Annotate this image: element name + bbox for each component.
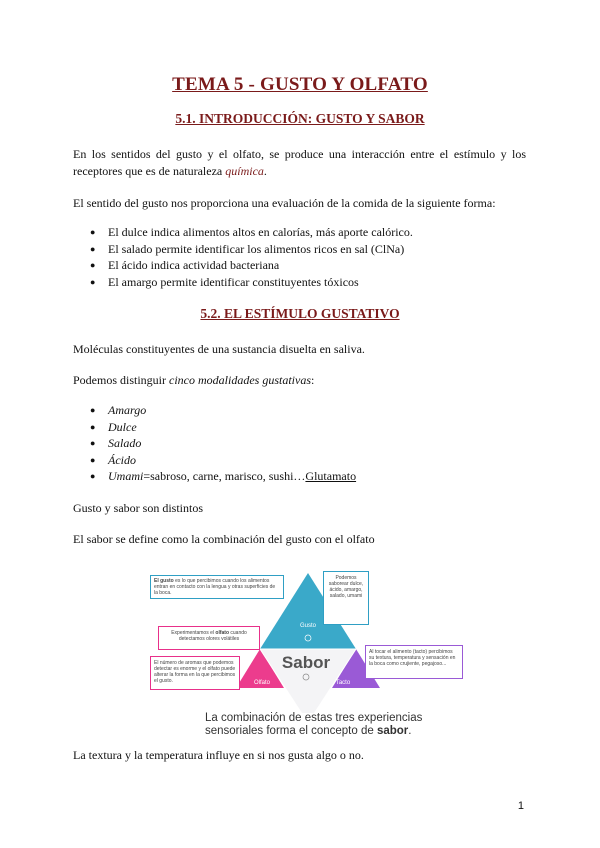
- list-item: ● El ácido indica actividad bacteriana: [90, 257, 413, 274]
- paragraph-intro-text: En los sentidos del gusto y el olfato, se produce una interacción entre el estímulo y los receptores que es de naturaleza: [73, 147, 526, 178]
- note-gusto-text: es lo que percibimos cuando los alimentos entran en contacto con la lengua y otras superficies de la boca.: [154, 578, 276, 596]
- section-heading-estimulo: 5.2. EL ESTÍMULO GUSTATIVO: [200, 306, 400, 321]
- page-number: 1: [517, 800, 524, 812]
- olfato-label: Olfato: [253, 680, 271, 686]
- sabor-figure: [140, 563, 470, 743]
- list-item: ● Salado: [90, 435, 356, 452]
- figure-caption: [205, 712, 455, 738]
- list-modalidades: [90, 402, 356, 485]
- note-olfato-aromas: El número de aromas que podemos detectar es enorme y el olfato puede alterar la forma en la que percibimos el gusto.: [150, 656, 240, 690]
- figure-caption-end: .: [408, 725, 412, 737]
- list-item: ● Amargo: [90, 402, 356, 419]
- sabor-center-label: Sabor: [281, 653, 331, 672]
- tacto-icon: [340, 694, 346, 700]
- list-item-umami: [90, 468, 356, 485]
- note-tipos-sabor: Podemos saborear dulce, ácido, amargo, salado, umami: [323, 571, 369, 625]
- list-evaluacion: [90, 224, 413, 290]
- paragraph-modalidades-text: Podemos distinguir: [73, 373, 170, 387]
- paragraph-modalidades-end: :: [311, 373, 315, 387]
- term-quimica: química: [225, 164, 264, 178]
- figure-caption-text: La combinación de estas tres experiencias sensoriales forma el concepto de: [205, 712, 423, 737]
- term-modalidades: cinco modalidades gustativas: [169, 373, 311, 387]
- note-gusto-term: El gusto: [154, 578, 174, 584]
- section-heading-introduccion: 5.1. INTRODUCCIÓN: GUSTO Y SABOR: [175, 111, 425, 126]
- paragraph-sabor-definicion: El sabor se define como la combinación del gusto con el olfato: [73, 532, 375, 546]
- page-title: TEMA 5 - GUSTO Y OLFATO: [172, 74, 428, 95]
- glutamato-link[interactable]: Glutamato: [305, 469, 357, 483]
- note-olfato-text-c: cuando detectamos olores volátiles: [178, 630, 247, 642]
- list-item: ● Dulce: [90, 419, 356, 436]
- note-olfato-term: olfato: [215, 630, 229, 636]
- note-olfato: [158, 626, 260, 650]
- paragraph-intro: [73, 146, 526, 180]
- figure-caption-term: sabor: [376, 725, 409, 737]
- note-tacto: Al tocar el alimento (tacto) percibimos su textura, temperatura y sensación en la boca como crujiente, pegajoso...: [365, 645, 463, 679]
- note-olfato-text-a: Experimentamos el: [171, 630, 216, 636]
- paragraph-textura: La textura y la temperatura influye en si nos gusta algo o no.: [73, 748, 364, 762]
- paragraph-modalidades: [73, 372, 526, 389]
- list-item: ● Ácido: [90, 452, 356, 469]
- list-item: ● El salado permite identificar los alimentos ricos en sal (ClNa): [90, 241, 413, 258]
- olfato-icon: [259, 694, 265, 700]
- umami-description: =sabroso, carne, marisco, sushi…: [143, 469, 306, 483]
- list-item: ● El amargo permite identificar constituyentes tóxicos: [90, 274, 413, 291]
- list-item: ● El dulce indica alimentos altos en calorías, más aporte calórico.: [90, 224, 413, 241]
- gusto-label: Gusto: [299, 623, 317, 629]
- paragraph-gusto-sabor: Gusto y sabor son distintos: [73, 501, 204, 515]
- paragraph-moleculas: Moléculas constituyentes de una sustancia disuelta en saliva.: [73, 342, 365, 356]
- paragraph-evaluacion: El sentido del gusto nos proporciona una evaluación de la comida de la siguiente forma:: [73, 196, 496, 210]
- note-gusto: [150, 575, 284, 599]
- tacto-label: Tacto: [335, 680, 351, 686]
- paragraph-intro-end: .: [263, 164, 267, 178]
- term-umami: Umami: [108, 469, 144, 483]
